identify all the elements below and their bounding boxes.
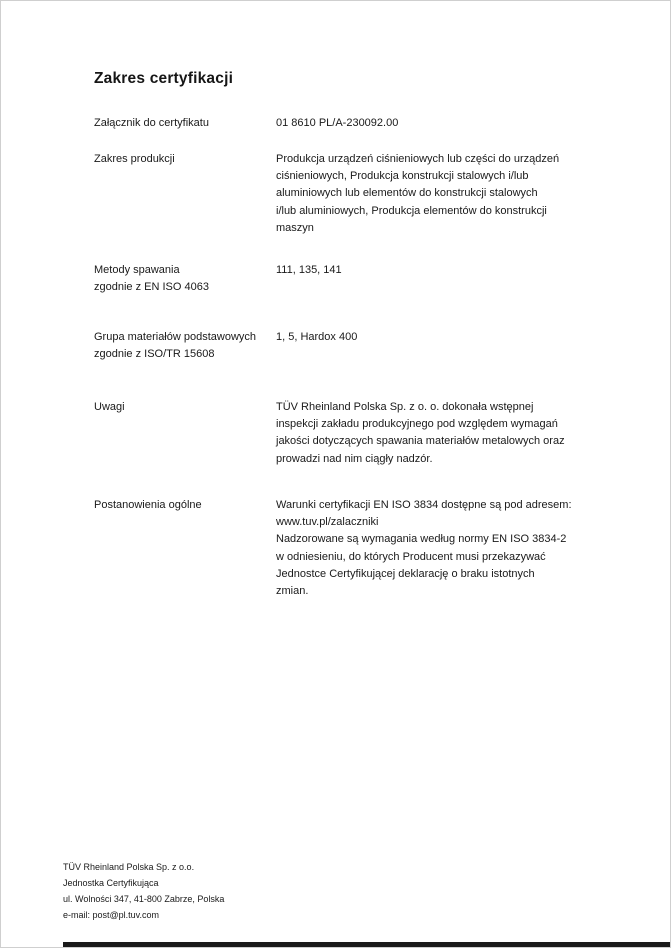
field-value — [276, 115, 581, 132]
footer-certification-body: Jednostka Certyfikująca — [63, 878, 159, 888]
field-value-line: TÜV Rheinland Polska Sp. z o. o. dokonała wstępnej — [276, 401, 534, 413]
field-value-line: jakości dotyczących spawania materiałów metalowych oraz — [276, 435, 565, 448]
field-value — [276, 497, 581, 600]
field-value — [276, 399, 581, 468]
field-remarks — [94, 399, 581, 468]
field-value-line: w odniesieniu, do których Producent musi przekazywać — [276, 550, 546, 563]
field-value-line: Warunki certyfikacji EN ISO 3834 dostępne są pod adresem: — [276, 499, 572, 511]
field-label — [94, 497, 276, 514]
field-label — [94, 399, 276, 416]
field-material-group — [94, 329, 581, 363]
field-label-line: Zakres produkcji — [94, 153, 175, 165]
document-footer — [63, 859, 224, 923]
page-title: Zakres certyfikacji — [94, 70, 234, 87]
field-label-line: Postanowienia ogólne — [94, 499, 202, 511]
field-value-line: Produkcja urządzeń ciśnieniowych lub części do urządzeń — [276, 153, 560, 165]
field-production-scope — [94, 151, 581, 237]
field-label — [94, 262, 276, 296]
field-value — [276, 329, 581, 346]
field-value-line: aluminiowych lub elementów do konstrukcji stalowych — [276, 187, 538, 200]
field-welding-methods — [94, 262, 581, 296]
field-value-line: zmian. — [276, 585, 309, 598]
field-label — [94, 115, 276, 132]
field-value-line: ciśnieniowych, Produkcja konstrukcji stalowych i/lub — [276, 170, 529, 183]
field-value-line: 111, 135, 141 — [276, 264, 342, 276]
field-value-line: inspekcji zakładu produkcyjnego pod względem wymagań — [276, 418, 558, 431]
field-label-line: Załącznik do certyfikatu — [94, 117, 209, 129]
page-edge-bar — [63, 942, 670, 947]
field-label — [94, 329, 276, 363]
field-value — [276, 262, 581, 279]
field-label-line: Grupa materiałów podstawowych — [94, 331, 257, 343]
field-label — [94, 151, 276, 168]
field-general-provisions — [94, 497, 581, 600]
field-value-line: Nadzorowane są wymagania według normy EN ISO 3834-2 — [276, 533, 567, 546]
certification-terms-url[interactable]: www.tuv.pl/zalaczniki — [276, 516, 379, 529]
field-value-line: Jednostce Certyfikującej deklarację o braku istotnych — [276, 567, 535, 580]
field-label-line: zgodnie z EN ISO 4063 — [94, 281, 209, 294]
field-value-line: prowadzi nad nim ciągły nadzór. — [276, 452, 433, 465]
footer-company-name: TÜV Rheinland Polska Sp. z o.o. — [63, 862, 195, 872]
field-value-line: 01 8610 PL/A-230092.00 — [276, 117, 399, 129]
field-value-line: i/lub aluminiowych, Produkcja elementów do konstrukcji — [276, 204, 547, 217]
field-label-line: Uwagi — [94, 401, 125, 413]
field-attachment-number — [94, 115, 581, 132]
field-label-line: Metody spawania — [94, 264, 180, 276]
field-value-line: 1, 5, Hardox 400 — [276, 331, 358, 343]
field-value-line: maszyn — [276, 221, 314, 234]
field-label-line: zgodnie z ISO/TR 15608 — [94, 348, 215, 361]
footer-email: e-mail: post@pl.tuv.com — [63, 910, 159, 920]
field-value — [276, 151, 581, 237]
footer-address: ul. Wolności 347, 41-800 Zabrze, Polska — [63, 894, 225, 904]
